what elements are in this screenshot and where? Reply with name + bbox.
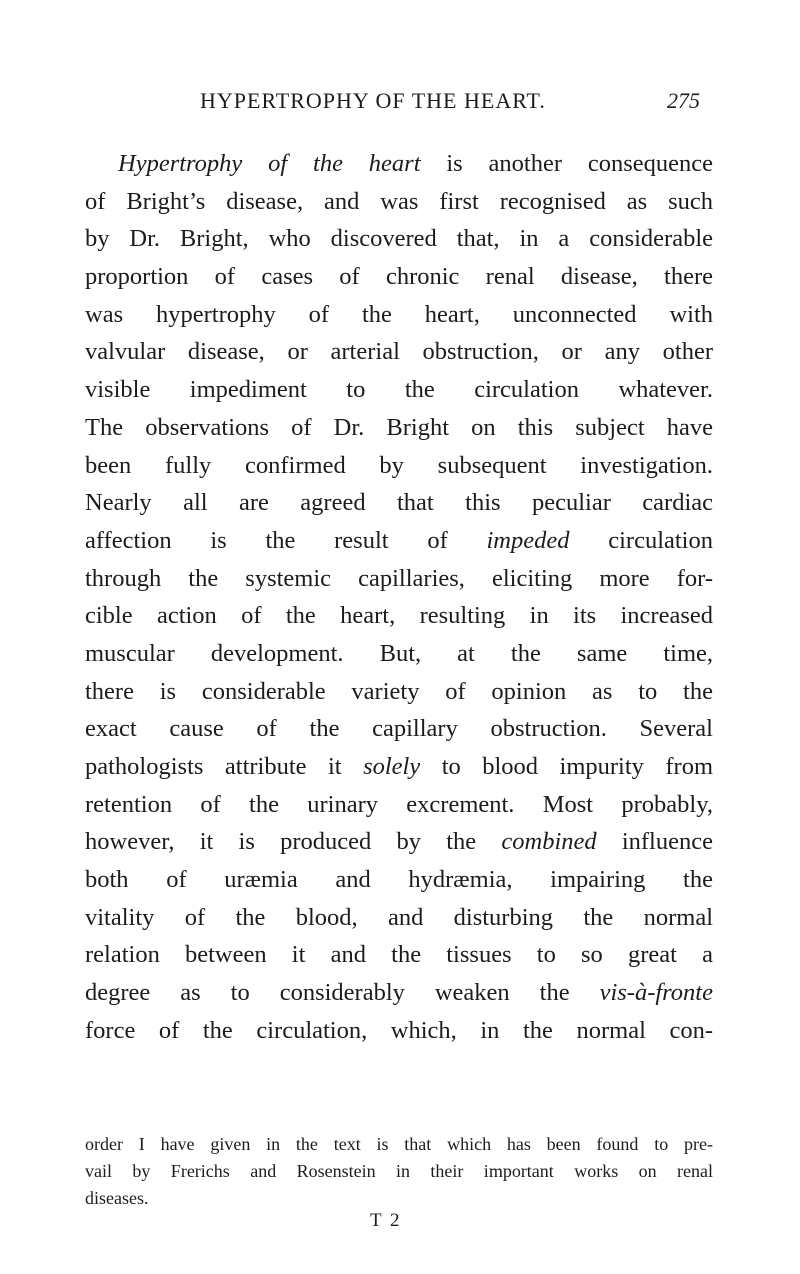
footnote-line: order I have given in the text is that which has been found to pre- — [85, 1134, 713, 1154]
page-number: 275 — [667, 88, 700, 113]
text-line: retention of the urinary excrement. Most probably, — [85, 790, 713, 818]
text-line: there is considerable variety of opinion as to the — [85, 677, 713, 705]
text-span: to blood impurity from — [420, 753, 714, 780]
text-line: been fully confirmed by subsequent investigation. — [85, 451, 713, 479]
text-span: is another consequence — [420, 150, 713, 177]
text-line: The observations of Dr. Bright on this subject have — [85, 413, 713, 441]
text-line: through the systemic capillaries, eliciting more for- — [85, 564, 713, 592]
footnote — [85, 1131, 713, 1212]
text-line — [85, 748, 713, 786]
text-line — [85, 522, 713, 560]
running-head: HYPERTROPHY OF THE HEART. — [200, 88, 546, 113]
text-span: influence — [596, 828, 713, 856]
italic-phrase: solely — [363, 753, 421, 780]
text-line: exact cause of the capillary obstruction. Several — [85, 715, 713, 743]
italic-phrase: combined — [501, 828, 597, 856]
text-line: relation between it and the tissues to so great a — [85, 941, 713, 969]
text-line — [85, 974, 713, 1012]
text-span: however, it is produced by the — [85, 828, 502, 856]
italic-phrase: Hypertrophy of the heart — [118, 150, 421, 177]
text-line: force of the circulation, which, in the normal con- — [85, 1016, 713, 1044]
text-line: visible impediment to the circulation whatever. — [85, 376, 713, 404]
text-line: of Bright’s disease, and was first recognised as such — [85, 187, 713, 215]
text-line: both of uræmia and hydræmia, impairing the — [85, 866, 713, 894]
text-line: Nearly all are agreed that this peculiar cardiac — [85, 489, 713, 517]
text-line: valvular disease, or arterial obstruction, or any other — [85, 338, 713, 366]
printer-signature-mark: T 2 — [370, 1210, 402, 1231]
text-line: was hypertrophy of the heart, unconnected with — [85, 300, 713, 328]
text-line — [85, 823, 713, 861]
text-line: vitality of the blood, and disturbing the normal — [85, 903, 713, 931]
text-line: cible action of the heart, resulting in its increased — [85, 602, 713, 630]
text-line: by Dr. Bright, who discovered that, in a considerable — [85, 225, 713, 253]
footnote-line: diseases. — [85, 1188, 149, 1208]
page-header — [200, 88, 700, 118]
text-line: muscular development. But, at the same time, — [85, 639, 713, 667]
footnote-line: vail by Frerichs and Rosenstein in their important works on renal — [85, 1161, 713, 1181]
text-span: affection is the result of — [85, 526, 487, 554]
text-span: degree as to considerably weaken the — [85, 979, 600, 1007]
italic-phrase: impeded — [486, 526, 570, 554]
text-line — [85, 145, 713, 183]
text-span: pathologists attribute it — [85, 753, 364, 780]
italic-phrase: vis-à-fronte — [599, 979, 713, 1007]
text-line: proportion of cases of chronic renal disease, there — [85, 263, 713, 291]
text-span: circulation — [569, 526, 713, 554]
body-paragraph — [85, 145, 713, 1050]
